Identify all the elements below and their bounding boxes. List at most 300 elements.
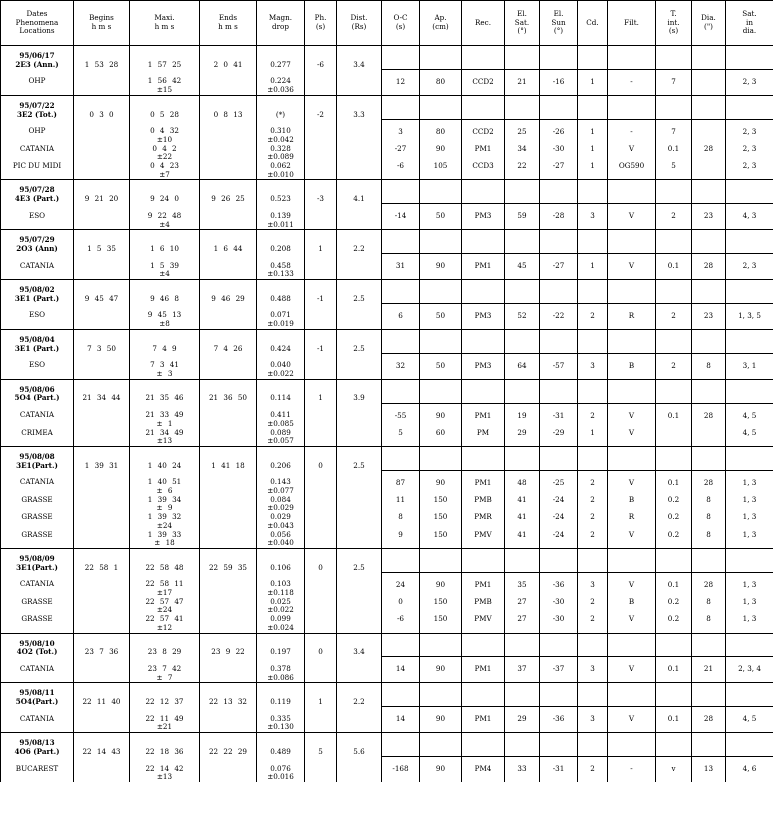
event-dist: 5.6: [337, 733, 382, 757]
empty-cell: [200, 145, 257, 162]
column-header: T. int. (s): [656, 1, 692, 46]
empty-cell: [420, 95, 462, 119]
empty-cell: [305, 470, 337, 495]
obs-dia: [692, 119, 726, 144]
empty-cell: [337, 496, 382, 513]
event-magn: 0.424: [257, 329, 305, 353]
obs-receiver: PM: [462, 429, 505, 447]
obs-filter: V: [608, 204, 656, 230]
empty-cell: [74, 119, 130, 144]
empty-cell: [74, 513, 130, 530]
obs-aperture: 80: [420, 69, 462, 95]
obs-maxi: 23 7 42 ± 7: [130, 657, 200, 683]
obs-el-sun: -22: [540, 303, 578, 329]
obs-maxi: 1 40 51 ± 6: [130, 470, 200, 495]
obs-maxi: 0 4 2 ±22: [130, 145, 200, 162]
empty-cell: [420, 180, 462, 204]
event-ends: 2 0 41: [200, 46, 257, 70]
event-row: [1, 379, 773, 403]
empty-cell: [656, 548, 692, 572]
empty-cell: [726, 230, 773, 254]
empty-cell: [656, 379, 692, 403]
obs-el-sat: 37: [505, 657, 540, 683]
empty-cell: [74, 531, 130, 549]
obs-sat-in-dia: 1, 3: [726, 513, 773, 530]
empty-cell: [382, 379, 420, 403]
obs-tint: [656, 429, 692, 447]
empty-cell: [578, 548, 608, 572]
empty-cell: [382, 280, 420, 304]
empty-cell: [337, 615, 382, 633]
empty-cell: [200, 757, 257, 782]
event-dist: 2.2: [337, 230, 382, 254]
event-maxi: 9 46 8: [130, 280, 200, 304]
obs-el-sat: 29: [505, 707, 540, 733]
event-begins: 22 11 40: [74, 683, 130, 707]
empty-cell: [305, 496, 337, 513]
empty-cell: [540, 446, 578, 470]
obs-filter: V: [608, 145, 656, 162]
obs-el-sat: 21: [505, 69, 540, 95]
empty-cell: [305, 403, 337, 428]
obs-oc: -6: [382, 162, 420, 180]
empty-cell: [74, 69, 130, 95]
empty-cell: [692, 329, 726, 353]
obs-tint: 0.1: [656, 657, 692, 683]
obs-el-sat: 41: [505, 513, 540, 530]
obs-magn: 0.335 ±0.130: [257, 707, 305, 733]
empty-cell: [692, 733, 726, 757]
empty-cell: [305, 598, 337, 615]
location: CATANIA: [1, 572, 74, 597]
event-row: [1, 548, 773, 572]
event-ph: -3: [305, 180, 337, 204]
event-dist: 2.5: [337, 280, 382, 304]
obs-receiver: CCD2: [462, 69, 505, 95]
empty-cell: [420, 733, 462, 757]
obs-el-sun: -30: [540, 598, 578, 615]
empty-cell: [726, 683, 773, 707]
empty-cell: [420, 379, 462, 403]
table-body: [1, 46, 773, 783]
obs-cd: 2: [578, 470, 608, 495]
obs-cd: 1: [578, 162, 608, 180]
obs-cd: 2: [578, 403, 608, 428]
empty-cell: [656, 329, 692, 353]
event-ph: 0: [305, 548, 337, 572]
obs-oc: -55: [382, 403, 420, 428]
obs-oc: 5: [382, 429, 420, 447]
column-header: Cd.: [578, 1, 608, 46]
empty-cell: [692, 230, 726, 254]
event-label: 95/08/08 3E1(Part.): [1, 446, 74, 470]
empty-cell: [420, 446, 462, 470]
empty-cell: [608, 733, 656, 757]
event-ph: 1: [305, 379, 337, 403]
observation-row: [1, 657, 773, 683]
event-dist: 3.4: [337, 633, 382, 657]
empty-cell: [578, 280, 608, 304]
empty-cell: [74, 496, 130, 513]
event-dist: 2.2: [337, 683, 382, 707]
empty-cell: [608, 633, 656, 657]
location: CRIMEA: [1, 429, 74, 447]
empty-cell: [540, 180, 578, 204]
obs-oc: -168: [382, 757, 420, 782]
empty-cell: [305, 69, 337, 95]
obs-oc: -14: [382, 204, 420, 230]
obs-dia: 28: [692, 572, 726, 597]
obs-oc: 31: [382, 254, 420, 280]
obs-dia: [692, 162, 726, 180]
event-ends: 1 6 44: [200, 230, 257, 254]
empty-cell: [608, 180, 656, 204]
empty-cell: [74, 204, 130, 230]
empty-cell: [337, 145, 382, 162]
empty-cell: [578, 379, 608, 403]
empty-cell: [74, 657, 130, 683]
obs-aperture: 90: [420, 707, 462, 733]
empty-cell: [420, 329, 462, 353]
empty-cell: [462, 733, 505, 757]
obs-filter: -: [608, 757, 656, 782]
obs-magn: 0.089 ±0.057: [257, 429, 305, 447]
observation-row: [1, 145, 773, 162]
obs-dia: 13: [692, 757, 726, 782]
event-ends: 9 26 25: [200, 180, 257, 204]
obs-el-sun: -24: [540, 531, 578, 549]
column-header: O-C (s): [382, 1, 420, 46]
empty-cell: [540, 379, 578, 403]
empty-cell: [337, 757, 382, 782]
column-header: Ap. (cm): [420, 1, 462, 46]
empty-cell: [505, 280, 540, 304]
obs-aperture: 80: [420, 119, 462, 144]
obs-magn: 0.143 ±0.077: [257, 470, 305, 495]
event-maxi: 23 8 29: [130, 633, 200, 657]
empty-cell: [578, 230, 608, 254]
empty-cell: [337, 353, 382, 379]
obs-receiver: PM1: [462, 707, 505, 733]
location: GRASSE: [1, 598, 74, 615]
empty-cell: [462, 230, 505, 254]
empty-cell: [382, 329, 420, 353]
event-ph: -1: [305, 329, 337, 353]
column-header: Sat. in dia.: [726, 1, 773, 46]
empty-cell: [656, 180, 692, 204]
obs-oc: 11: [382, 496, 420, 513]
obs-magn: 0.062 ±0.010: [257, 162, 305, 180]
obs-oc: 24: [382, 572, 420, 597]
event-ends: 7 4 26: [200, 329, 257, 353]
empty-cell: [692, 180, 726, 204]
obs-aperture: 90: [420, 403, 462, 428]
empty-cell: [608, 95, 656, 119]
empty-cell: [74, 757, 130, 782]
obs-dia: 28: [692, 470, 726, 495]
obs-filter: V: [608, 615, 656, 633]
event-row: [1, 95, 773, 119]
empty-cell: [305, 162, 337, 180]
event-ph: 1: [305, 683, 337, 707]
obs-aperture: 150: [420, 531, 462, 549]
obs-filter: V: [608, 531, 656, 549]
empty-cell: [462, 379, 505, 403]
obs-filter: V: [608, 403, 656, 428]
event-row: [1, 329, 773, 353]
obs-maxi: 1 5 39 ±4: [130, 254, 200, 280]
obs-sat-in-dia: 2, 3: [726, 145, 773, 162]
obs-receiver: CCD3: [462, 162, 505, 180]
empty-cell: [74, 162, 130, 180]
obs-sat-in-dia: 1, 3: [726, 572, 773, 597]
column-header: Maxi. h m s: [130, 1, 200, 46]
location: CATANIA: [1, 707, 74, 733]
empty-cell: [382, 46, 420, 70]
obs-el-sat: 22: [505, 162, 540, 180]
empty-cell: [608, 46, 656, 70]
obs-el-sat: 48: [505, 470, 540, 495]
empty-cell: [200, 470, 257, 495]
obs-magn: 0.029 ±0.043: [257, 513, 305, 530]
empty-cell: [305, 707, 337, 733]
empty-cell: [692, 379, 726, 403]
obs-sat-in-dia: 1, 3: [726, 531, 773, 549]
obs-magn: 0.056 ±0.040: [257, 531, 305, 549]
obs-oc: 87: [382, 470, 420, 495]
obs-tint: 2: [656, 353, 692, 379]
event-maxi: 22 18 36: [130, 733, 200, 757]
empty-cell: [200, 429, 257, 447]
obs-oc: 0: [382, 598, 420, 615]
column-header: Dates Phenomena Locations: [1, 1, 74, 46]
obs-maxi: 21 33 49 ± 1: [130, 403, 200, 428]
obs-filter: OG590: [608, 162, 656, 180]
obs-cd: 3: [578, 572, 608, 597]
obs-el-sun: -26: [540, 119, 578, 144]
empty-cell: [505, 446, 540, 470]
empty-cell: [382, 446, 420, 470]
obs-magn: 0.411 ±0.085: [257, 403, 305, 428]
obs-oc: 9: [382, 531, 420, 549]
empty-cell: [305, 531, 337, 549]
obs-el-sun: -24: [540, 513, 578, 530]
empty-cell: [200, 513, 257, 530]
obs-dia: [692, 69, 726, 95]
obs-filter: V: [608, 429, 656, 447]
obs-tint: 2: [656, 303, 692, 329]
obs-sat-in-dia: 4, 3: [726, 204, 773, 230]
empty-cell: [337, 119, 382, 144]
obs-el-sun: -30: [540, 615, 578, 633]
obs-filter: R: [608, 303, 656, 329]
obs-oc: -6: [382, 615, 420, 633]
event-begins: 1 5 35: [74, 230, 130, 254]
obs-oc: 8: [382, 513, 420, 530]
obs-sat-in-dia: 2, 3: [726, 69, 773, 95]
event-dist: 2.5: [337, 329, 382, 353]
obs-dia: 28: [692, 254, 726, 280]
empty-cell: [692, 446, 726, 470]
obs-magn: 0.224 ±0.036: [257, 69, 305, 95]
obs-maxi: 22 14 42 ±13: [130, 757, 200, 782]
event-label: 95/08/06 5O4 (Part.): [1, 379, 74, 403]
empty-cell: [692, 633, 726, 657]
obs-el-sun: -29: [540, 429, 578, 447]
event-magn: 0.206: [257, 446, 305, 470]
obs-aperture: 105: [420, 162, 462, 180]
empty-cell: [656, 633, 692, 657]
obs-maxi: 9 22 48 ±4: [130, 204, 200, 230]
obs-filter: V: [608, 657, 656, 683]
observation-row: [1, 303, 773, 329]
location: CATANIA: [1, 470, 74, 495]
empty-cell: [420, 548, 462, 572]
obs-magn: 0.458 ±0.133: [257, 254, 305, 280]
obs-cd: 3: [578, 707, 608, 733]
empty-cell: [305, 757, 337, 782]
observation-row: [1, 615, 773, 633]
obs-cd: 1: [578, 69, 608, 95]
location: ESO: [1, 353, 74, 379]
event-row: [1, 280, 773, 304]
empty-cell: [420, 633, 462, 657]
empty-cell: [382, 95, 420, 119]
empty-cell: [337, 598, 382, 615]
obs-cd: 2: [578, 496, 608, 513]
location: GRASSE: [1, 615, 74, 633]
event-ends: 23 9 22: [200, 633, 257, 657]
event-label: 95/08/02 3E1 (Part.): [1, 280, 74, 304]
obs-el-sat: 34: [505, 145, 540, 162]
empty-cell: [462, 548, 505, 572]
obs-el-sun: -27: [540, 254, 578, 280]
event-ph: 0: [305, 633, 337, 657]
obs-maxi: 22 11 49 ±21: [130, 707, 200, 733]
event-dist: 4.1: [337, 180, 382, 204]
empty-cell: [382, 683, 420, 707]
event-maxi: 1 57 25: [130, 46, 200, 70]
empty-cell: [420, 280, 462, 304]
event-dist: 3.4: [337, 46, 382, 70]
obs-receiver: PM1: [462, 657, 505, 683]
empty-cell: [540, 46, 578, 70]
obs-tint: 7: [656, 119, 692, 144]
event-ph: -6: [305, 46, 337, 70]
event-maxi: 22 12 37: [130, 683, 200, 707]
empty-cell: [726, 180, 773, 204]
event-dist: 3.3: [337, 95, 382, 119]
obs-oc: 3: [382, 119, 420, 144]
obs-filter: V: [608, 707, 656, 733]
obs-aperture: 90: [420, 572, 462, 597]
obs-cd: 2: [578, 598, 608, 615]
obs-dia: 23: [692, 303, 726, 329]
empty-cell: [540, 633, 578, 657]
obs-magn: 0.378 ±0.086: [257, 657, 305, 683]
empty-cell: [337, 162, 382, 180]
empty-cell: [200, 204, 257, 230]
obs-receiver: PMV: [462, 531, 505, 549]
event-dist: 2.5: [337, 548, 382, 572]
obs-aperture: 90: [420, 145, 462, 162]
empty-cell: [337, 572, 382, 597]
observation-row: [1, 204, 773, 230]
observation-row: [1, 119, 773, 144]
empty-cell: [74, 615, 130, 633]
event-magn: 0.119: [257, 683, 305, 707]
location: CATANIA: [1, 403, 74, 428]
empty-cell: [656, 280, 692, 304]
obs-cd: 2: [578, 615, 608, 633]
event-begins: 21 34 44: [74, 379, 130, 403]
event-maxi: 1 40 24: [130, 446, 200, 470]
empty-cell: [420, 683, 462, 707]
obs-el-sun: -24: [540, 496, 578, 513]
obs-oc: 14: [382, 707, 420, 733]
event-magn: 0.489: [257, 733, 305, 757]
empty-cell: [200, 707, 257, 733]
obs-maxi: 21 34 49 ±13: [130, 429, 200, 447]
obs-el-sun: -36: [540, 707, 578, 733]
empty-cell: [505, 230, 540, 254]
empty-cell: [505, 46, 540, 70]
obs-sat-in-dia: 1, 3: [726, 496, 773, 513]
obs-aperture: 150: [420, 598, 462, 615]
obs-magn: 0.076 ±0.016: [257, 757, 305, 782]
column-header: Dist. (Rs): [337, 1, 382, 46]
obs-maxi: 1 39 32 ±24: [130, 513, 200, 530]
empty-cell: [656, 733, 692, 757]
event-label: 95/08/10 4O2 (Tot.): [1, 633, 74, 657]
event-begins: 9 45 47: [74, 280, 130, 304]
obs-maxi: 22 58 11 ±17: [130, 572, 200, 597]
obs-cd: 1: [578, 429, 608, 447]
empty-cell: [578, 180, 608, 204]
empty-cell: [692, 280, 726, 304]
event-magn: 0.277: [257, 46, 305, 70]
observation-row: [1, 470, 773, 495]
empty-cell: [200, 496, 257, 513]
empty-cell: [692, 683, 726, 707]
obs-cd: 2: [578, 757, 608, 782]
event-magn: 0.523: [257, 180, 305, 204]
event-begins: 22 14 43: [74, 733, 130, 757]
empty-cell: [305, 429, 337, 447]
event-maxi: 1 6 10: [130, 230, 200, 254]
obs-receiver: PMB: [462, 598, 505, 615]
column-header: Filt.: [608, 1, 656, 46]
obs-receiver: PMV: [462, 615, 505, 633]
empty-cell: [505, 733, 540, 757]
empty-cell: [726, 733, 773, 757]
location: ESO: [1, 204, 74, 230]
event-label: 95/07/29 2O3 (Ann): [1, 230, 74, 254]
obs-sat-in-dia: 1, 3: [726, 615, 773, 633]
empty-cell: [540, 280, 578, 304]
location: ESO: [1, 303, 74, 329]
obs-aperture: 60: [420, 429, 462, 447]
empty-cell: [462, 329, 505, 353]
empty-cell: [692, 46, 726, 70]
obs-magn: 0.025 ±0.022: [257, 598, 305, 615]
empty-cell: [74, 598, 130, 615]
location: BUCAREST: [1, 757, 74, 782]
event-ph: 5: [305, 733, 337, 757]
event-label: 95/08/09 3E1(Part.): [1, 548, 74, 572]
obs-el-sun: -28: [540, 204, 578, 230]
obs-el-sat: 41: [505, 496, 540, 513]
